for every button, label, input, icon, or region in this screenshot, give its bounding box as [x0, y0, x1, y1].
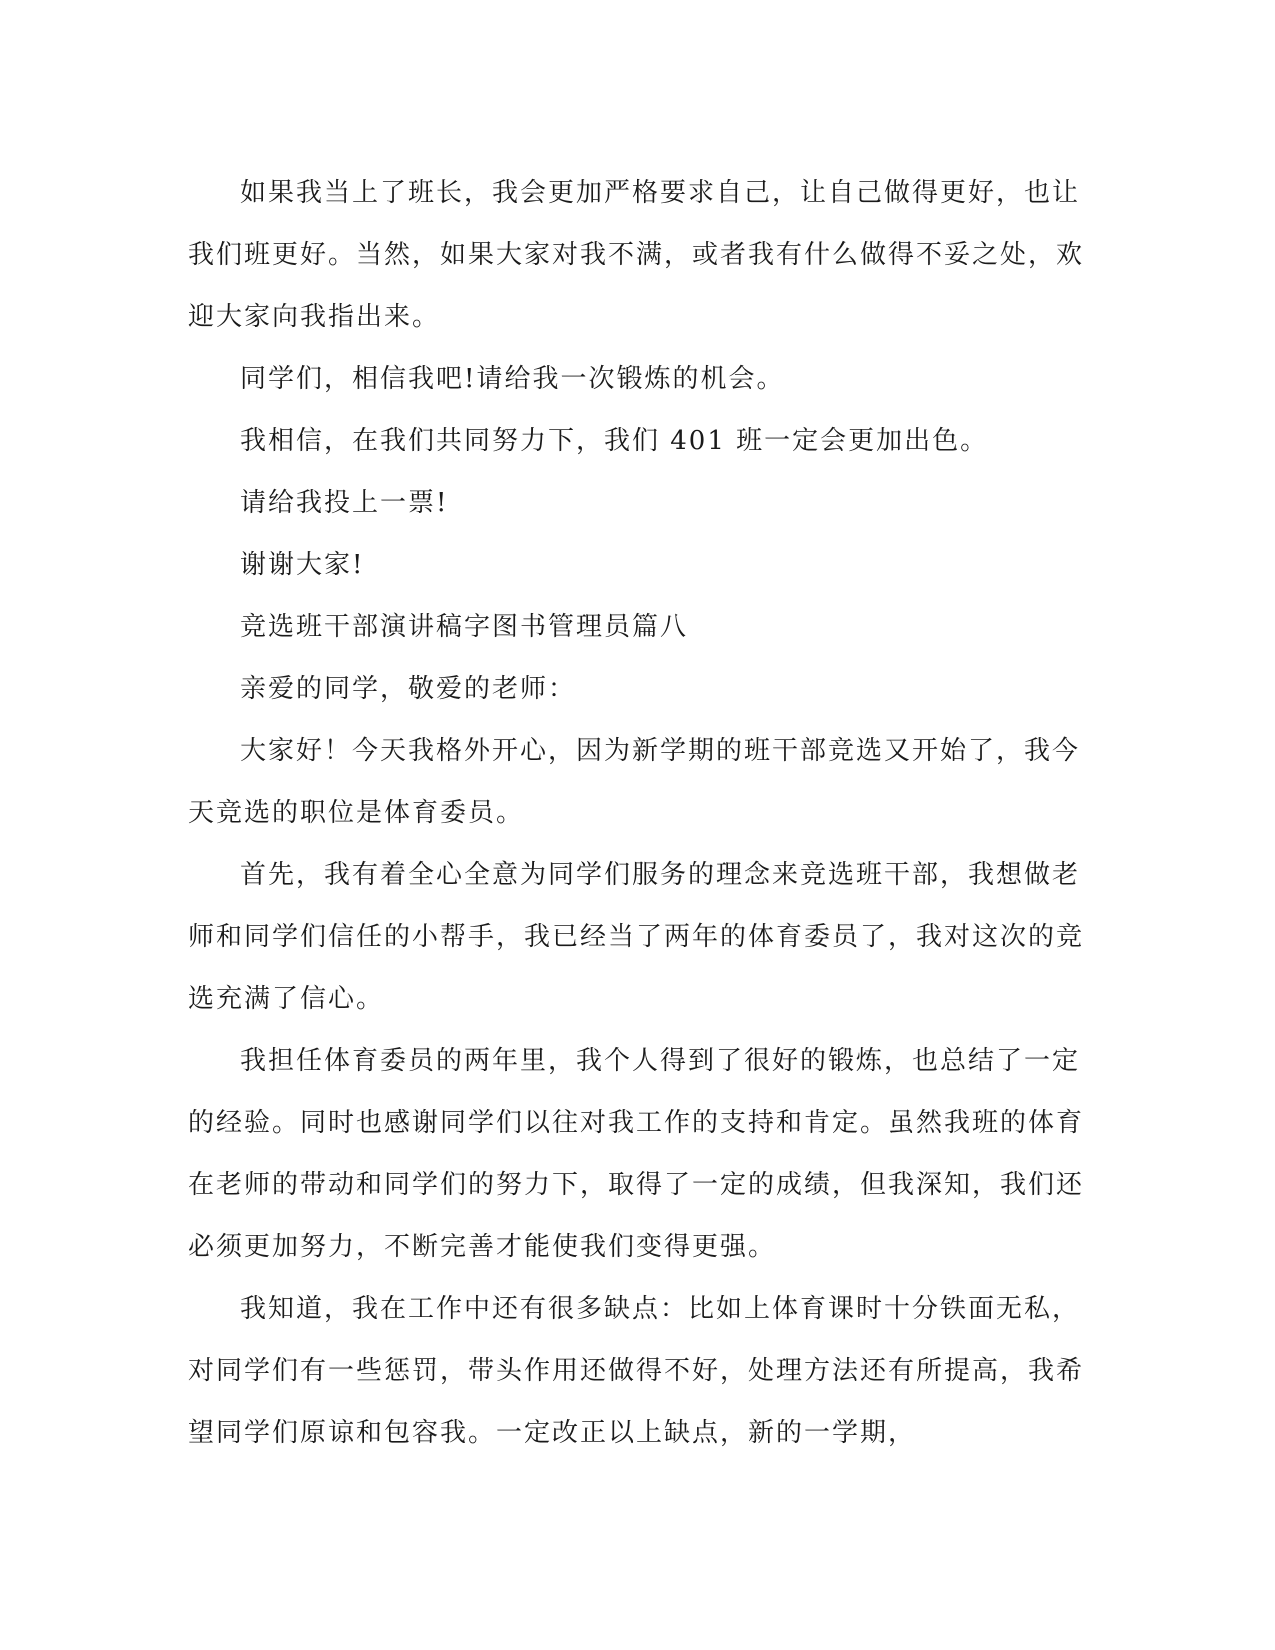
paragraph-salutation: 亲爱的同学，敬爱的老师：	[240, 674, 577, 704]
paragraph-thanks: 谢谢大家!	[240, 550, 365, 580]
paragraph-vote-request: 请给我投上一票!	[240, 488, 449, 518]
paragraph-trust-me: 同学们，相信我吧!请给我一次锻炼的机会。	[240, 364, 785, 394]
paragraph-service-ideal: 首先，我有着全心全意为同学们服务的理念来竞选班干部，我想做老师和同学们信任的小帮手，我已经当了两年的体育委员了，我对这次的竞选充满了信心。	[188, 860, 1085, 1014]
document-page	[188, 162, 1088, 1464]
paragraph-experience: 我担任体育委员的两年里，我个人得到了很好的锻炼，也总结了一定的经验。同时也感谢同学们以往对我工作的支持和肯定。虽然我班的体育在老师的带动和同学们的努力下，取得了一定的成绩，但我深知，我们还必须更加努力，不断完善才能使我们变得更强。	[188, 1046, 1085, 1262]
paragraph-class-401: 我相信，在我们共同努力下，我们 401 班一定会更加出色。	[240, 426, 989, 456]
section-heading: 竞选班干部演讲稿字图书管理员篇八	[240, 612, 689, 642]
paragraph-greeting: 大家好！今天我格外开心，因为新学期的班干部竞选又开始了，我今天竞选的职位是体育委员。	[188, 736, 1081, 828]
paragraph-shortcomings: 我知道，我在工作中还有很多缺点：比如上体育课时十分铁面无私，对同学们有一些惩罚，带头作用还做得不好，处理方法还有所提高，我希望同学们原谅和包容我。一定改正以上缺点，新的一学期，	[188, 1294, 1085, 1448]
paragraph-class-monitor-pledge: 如果我当上了班长，我会更加严格要求自己，让自己做得更好，也让我们班更好。当然，如果大家对我不满，或者我有什么做得不妥之处，欢迎大家向我指出来。	[188, 178, 1085, 332]
